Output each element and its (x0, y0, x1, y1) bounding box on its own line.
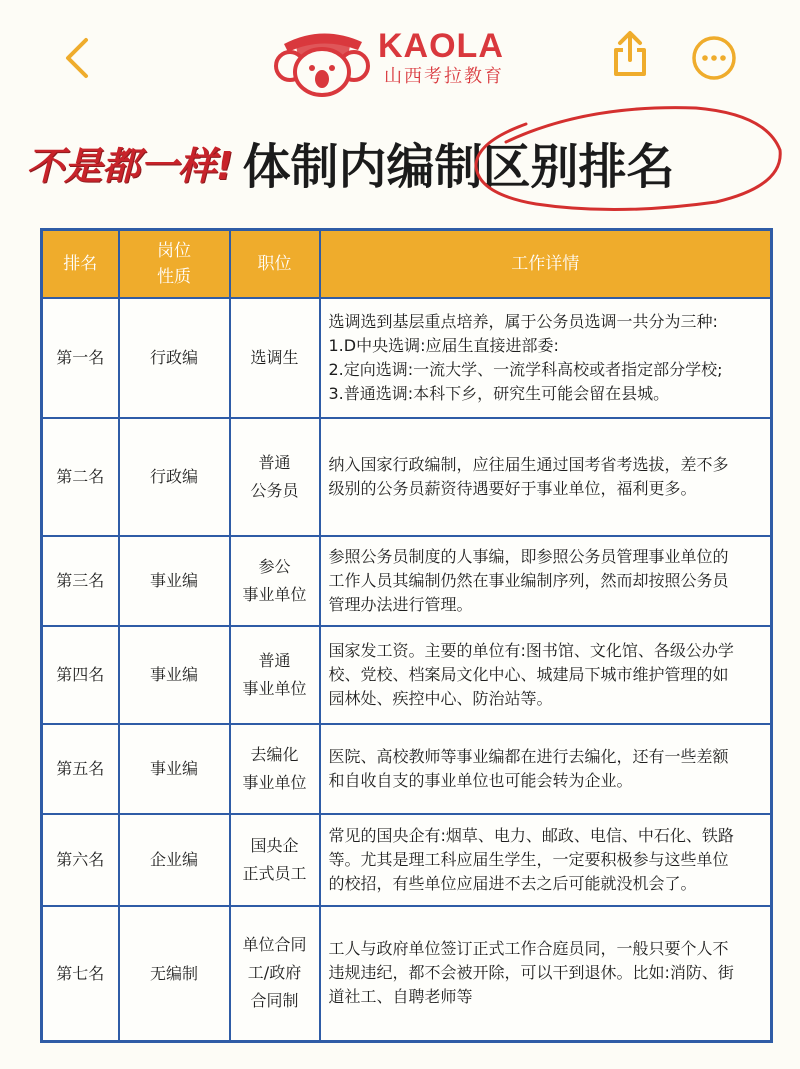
cell-position (230, 626, 320, 724)
position-line: 普通 (258, 452, 291, 472)
detail-line: 国家发工资。主要的单位有:图书馆、文化馆、各级公办学 (328, 640, 734, 660)
detail-line: 校、党校、档案局文化中心、城建局下城市维护管理的如 (328, 664, 729, 684)
cell-detail (320, 418, 772, 536)
detail-line: 工作人员其编制仍然在事业编制序列，然而却按照公务员 (328, 570, 729, 590)
headline-title: 体制内编制区别排名 (242, 139, 675, 195)
cell-position (230, 418, 320, 536)
back-arrow-icon (58, 34, 98, 82)
cell-nature: 行政编 (119, 298, 230, 418)
position-line: 正式员工 (242, 863, 307, 883)
brand-subtitle: 山西考拉教育 (384, 66, 504, 87)
detail-line: 1.D中央选调:应届生直接进部委: (328, 335, 559, 355)
detail-line: 的校招，有些单位应届进不去之后可能就没机会了。 (328, 873, 697, 893)
headline-highlight: 不是都一样! (26, 144, 234, 188)
cell-nature: 无编制 (119, 906, 230, 1042)
position-line: 公务员 (250, 480, 299, 500)
cell-detail (320, 536, 772, 626)
cell-rank: 第五名 (42, 724, 119, 814)
share-button[interactable] (608, 28, 652, 80)
back-button[interactable] (58, 34, 98, 82)
cell-position (230, 536, 320, 626)
cell-nature: 事业编 (119, 724, 230, 814)
position-line: 国央企 (250, 835, 299, 855)
ranking-table (40, 228, 770, 1042)
cell-nature: 事业编 (119, 626, 230, 724)
table-row (42, 724, 772, 814)
cell-nature: 事业编 (119, 536, 230, 626)
position-line: 合同制 (250, 991, 299, 1011)
brand-logo (272, 22, 522, 98)
cell-position (230, 298, 320, 418)
headline (26, 128, 674, 198)
cell-detail (320, 814, 772, 906)
detail-line: 纳入国家行政编制，应往届生通过国考省考选拔，差不多 (328, 454, 729, 474)
cell-position (230, 906, 320, 1042)
table-row (42, 298, 772, 418)
header-detail: 工作详情 (320, 230, 772, 298)
position-line: 事业单位 (242, 772, 307, 792)
cell-nature: 企业编 (119, 814, 230, 906)
koala-logo-icon (272, 22, 372, 98)
brand-name: KAOLA (378, 27, 504, 65)
header-nature-line2: 性质 (157, 266, 191, 287)
detail-line: 医院、高校教师等事业编都在进行去编化，还有一些差额 (328, 746, 729, 766)
cell-rank: 第六名 (42, 814, 119, 906)
header-rank: 排名 (42, 230, 119, 298)
table-row (42, 814, 772, 906)
detail-line: 选调选到基层重点培养，属于公务员选调一共分为三种: (328, 311, 718, 331)
detail-line: 2.定向选调:一流大学、一流学科高校或者指定部分学校; (328, 359, 723, 379)
detail-line: 参照公务员制度的人事编，即参照公务员管理事业单位的 (328, 546, 729, 566)
position-line: 参公 (258, 556, 291, 576)
position-line: 工/政府 (247, 963, 302, 983)
detail-line: 和自收自支的事业单位也可能会转为企业。 (328, 770, 633, 790)
cell-nature: 行政编 (119, 418, 230, 536)
detail-line: 违规违纪，都不会被开除，可以干到退休。比如:消防、街 (328, 963, 734, 983)
detail-line: 等。尤其是理工科应届生学生，一定要积极参与这些单位 (328, 849, 729, 869)
cell-position (230, 724, 320, 814)
cell-rank: 第四名 (42, 626, 119, 724)
position-line: 选调生 (250, 347, 299, 367)
detail-line: 园林处、疾控中心、防治站等。 (328, 688, 553, 708)
cell-rank: 第七名 (42, 906, 119, 1042)
cell-detail (320, 298, 772, 418)
cell-rank: 第三名 (42, 536, 119, 626)
detail-line: 级别的公务员薪资待遇要好于事业单位，福利更多。 (328, 478, 697, 498)
header-nature-line1: 岗位 (157, 240, 191, 261)
more-icon (690, 34, 738, 82)
table-header-row (42, 230, 772, 298)
position-line: 普通 (258, 650, 291, 670)
header-nature (119, 230, 230, 298)
cell-rank: 第一名 (42, 298, 119, 418)
table-row (42, 536, 772, 626)
share-icon (608, 28, 652, 80)
position-line: 事业单位 (242, 678, 307, 698)
cell-detail (320, 626, 772, 724)
cell-detail (320, 906, 772, 1042)
position-line: 事业单位 (242, 584, 307, 604)
cell-detail (320, 724, 772, 814)
detail-line: 常见的国央企有:烟草、电力、邮政、电信、中石化、铁路 (328, 825, 734, 845)
header-position: 职位 (230, 230, 320, 298)
position-line: 单位合同 (242, 935, 307, 955)
table-row (42, 626, 772, 724)
detail-line: 道社工、自聘老师等 (328, 987, 473, 1007)
detail-line: 工人与政府单位签订正式工作合庭员同，一般只要个人不 (328, 939, 729, 959)
table-row (42, 418, 772, 536)
more-options-button[interactable] (690, 34, 738, 82)
position-line: 去编化 (250, 744, 299, 764)
cell-rank: 第二名 (42, 418, 119, 536)
detail-line: 管理办法进行管理。 (328, 594, 473, 614)
detail-line: 3.普通选调:本科下乡，研究生可能会留在县城。 (328, 383, 670, 403)
cell-position (230, 814, 320, 906)
table-row (42, 906, 772, 1042)
